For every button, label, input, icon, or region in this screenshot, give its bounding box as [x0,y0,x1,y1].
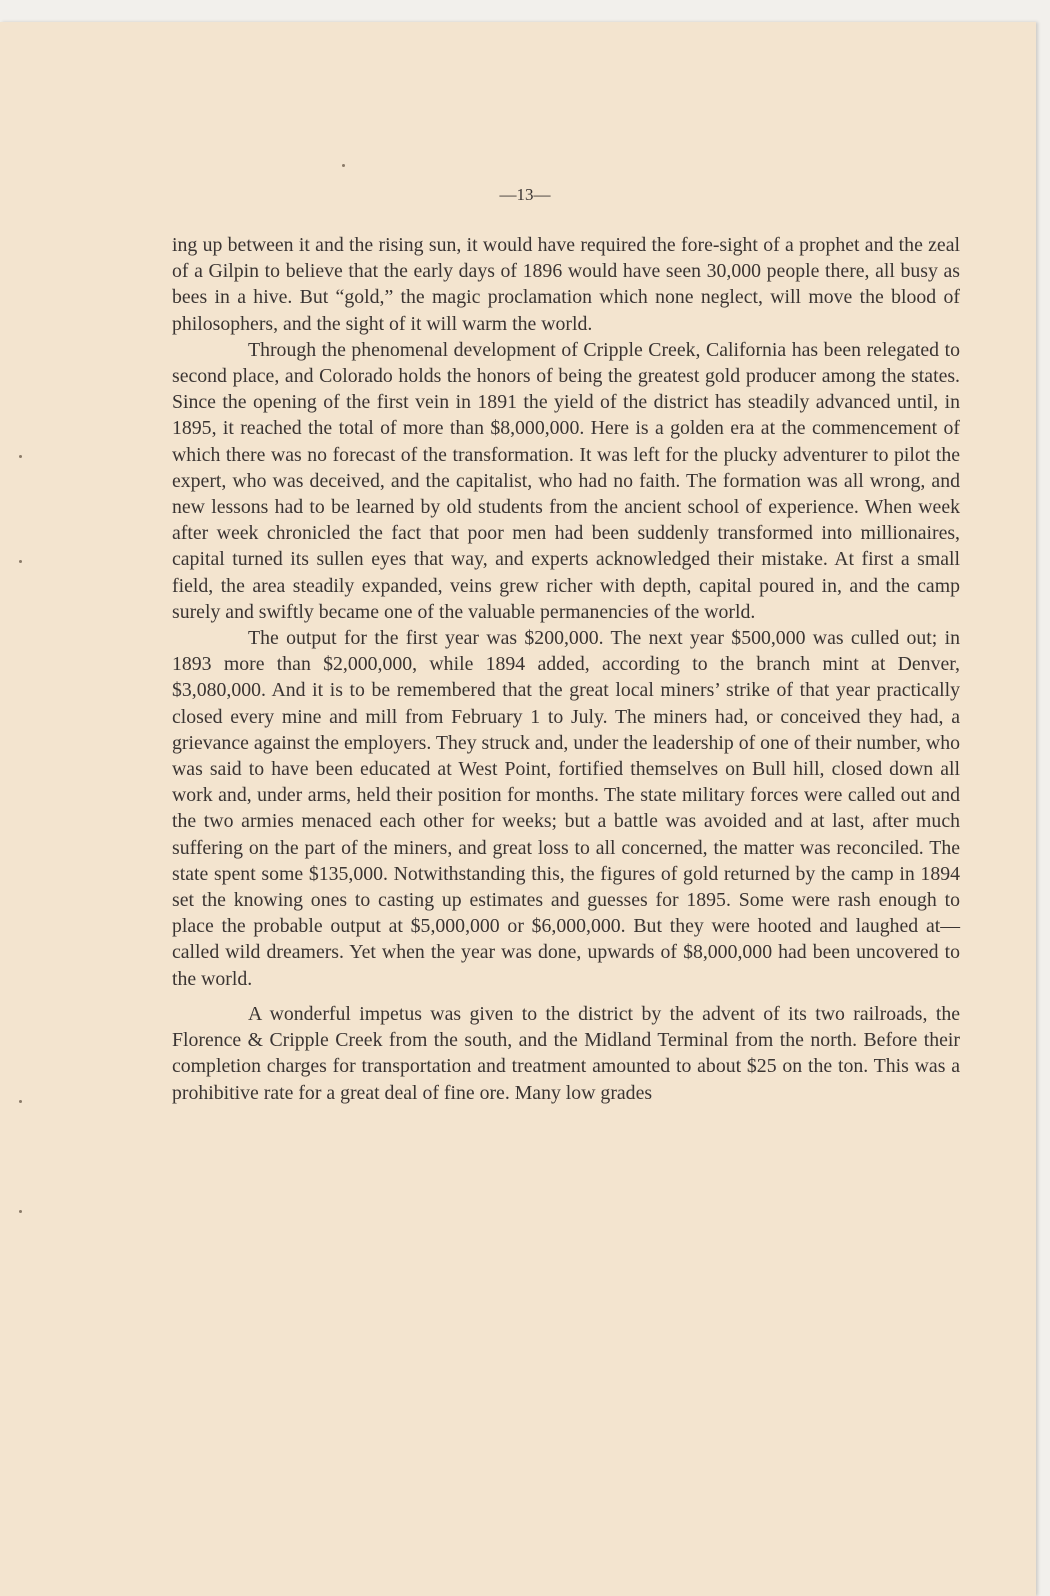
paper-speck [19,455,22,458]
paper-speck [19,1100,22,1103]
page-number: —13— [499,185,551,204]
paragraph: ing up between it and the rising sun, it would have required the fore-sight of a prophet and the zeal of a Gilpin to believe that the early days of 1896 would have seen 30,000 people there, all busy as bees in a hive. But “gold,” the magic proclamation which none neglect, will move the blood of philosophers, and the sight of it will warm the world. [172,234,960,335]
paper-speck [19,1210,22,1213]
body-text [172,232,960,1106]
paragraph: Through the phenomenal development of Cripple Creek, California has been relegated to second place, and Colorado holds the honors of being the greatest gold producer among the states. Since the opening of the first vein in 1891 the yield of the district has steadily advanced until, in 1895, it reached the total of more than $8,000,000. Here is a golden era at the commencement of which there was no forecast of the transformation. It was left for the plucky adventurer to pilot the expert, who was deceived, and the capitalist, who had no faith. The formation was all wrong, and new lessons had to be learned by old students from the ancient school of experience. When week after week chronicled the fact that poor men had been suddenly transformed into millionaires, capital turned its sullen eyes that way, and experts acknowledged their mistake. At first a small field, the area steadily expanded, veins grew richer with depth, capital poured in, and the camp surely and swiftly became one of the valuable permanencies of the world. [172,338,960,623]
paragraph: A wonderful impetus was given to the district by the advent of its two railroads, the Florence & Cripple Creek from the south, and the Midland Terminal from the north. Before their completion charges for transportation and treatment amounted to about $25 on the ton. This was a prohibitive rate for a great deal of fine ore. Many low grades [172,1002,960,1104]
paper-speck [342,164,345,167]
paragraph: The output for the first year was $200,000. The next year $500,000 was culled out; in 1893 more than $2,000,000, while 1894 added, according to the branch mint at Denver, $3,080,000. And it is to be remembered that the great local miners’ strike of that year practically closed every mine and mill from February 1 to July. The miners had, or conceived they had, a grievance against the employers. They struck and, under the leadership of one of their number, who was said to have been educated at West Point, fortified themselves on Bull hill, closed down all work and, under arms, held their position for months. The state military forces were called out and the two armies menaced each other for weeks; but a battle was avoided and at last, after much suffering on the part of the miners, and great loss to all concerned, the matter was reconciled. The state spent some $135,000. Notwithstanding this, the figures of gold returned by the camp in 1894 set the knowing ones to casting up estimates and guesses for 1895. Some were rash enough to place the probable output at $5,000,000 or $6,000,000. But they were hooted and laughed at—called wild dreamers. Yet when the year was done, upwards of $8,000,000 had been uncovered to the world. [172,627,960,990]
paper-speck [19,560,22,563]
